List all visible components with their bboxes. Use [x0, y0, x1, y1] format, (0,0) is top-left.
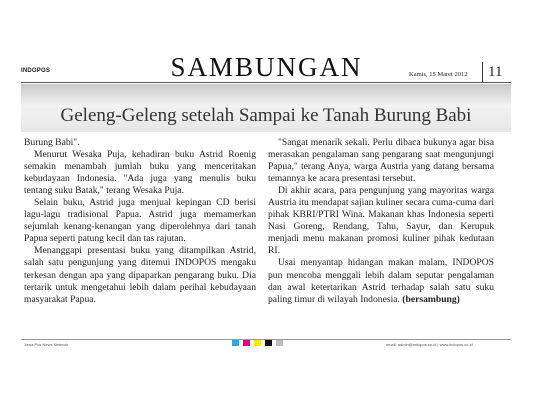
paragraph-text: Usai menyantap hidangan makan malam, INDOPOS pun mencoba menggali lebih dalam seputar pengalaman dan awal ketertarikan Astrid terhadap salah satu suku paling timur di wilayah Indonesia.	[268, 257, 494, 305]
paragraph-last	[268, 257, 494, 305]
paragraph: Menurut Wesaka Puja, kehadiran buku Astrid Roenig semakin menambah jumlah buku yang menceritakan kebudayaan Indonesia. "Ada juga yang menulis buku tentang suku Batak," terang Wesaka Puja.	[24, 149, 256, 197]
publication-name: INDOPOS	[21, 68, 51, 74]
page-number: 11	[488, 64, 503, 80]
footer-left-text: Jawa Pos News Network	[24, 342, 69, 347]
swatch-black	[265, 340, 272, 346]
section-title: SAMBUNGAN	[170, 52, 363, 82]
paragraph: Menanggapi presentasi buku yang ditampilkan Astrid, salah satu pengunjung yang ditemui INDOPOS mengaku terkesan dengan apa yang dipaparkan pengarang buku. Dia tertarik untuk mengetahui lebih dalam perihal kebudayaan masyarakat Papua.	[24, 245, 256, 305]
swatch-cyan	[232, 340, 239, 346]
paragraph: Burung Babi".	[24, 137, 80, 148]
header-rule	[21, 82, 511, 83]
article-column-1	[24, 137, 256, 306]
paragraph: Selain buku, Astrid juga menjual kepingan CD berisi lagu-lagu tradisional Papua. Astrid juga memamerkan sejumlah kenang-kenangan yang diperolehnya dari tanah Papua seperti patung kecil dan tas rajutan.	[24, 197, 256, 245]
swatch-magenta	[243, 340, 250, 346]
footer-right-text: email: admin@indopos.co.id | www.indopos.co.id	[386, 342, 473, 347]
swatch-yellow	[254, 340, 261, 346]
header-divider	[482, 62, 483, 82]
issue-date: Kamis, 15 Maret 2012	[409, 71, 468, 78]
paragraph: "Sangat menarik sekali. Perlu dibaca bukunya agar bisa merasakan pengalaman sang pengarang saat mengunjungi Papua," terang Anya, warga Austria yang datang bersama temannya ke acara presentasi tersebut.	[268, 137, 494, 185]
color-registration-swatches	[232, 340, 283, 346]
article-column-2	[268, 137, 494, 306]
paragraph: Di akhir acara, para pengunjung yang mayoritas warga Austria itu mendapat sajian kuliner secara cuma-cuma dari pihak KBRI/PTRI Wina. Makanan khas Indonesia seperti Nasi Goreng, Rendang, Tahu, Sayur, dan Kerupuk menjadi menu makanan promosi kuliner pihak kedutaan RI.	[268, 185, 494, 257]
swatch-gray	[276, 340, 283, 346]
continued-marker: (bersambung)	[402, 293, 460, 305]
article-headline: Geleng-Geleng setelah Sampai ke Tanah Burung Babi	[60, 105, 472, 126]
